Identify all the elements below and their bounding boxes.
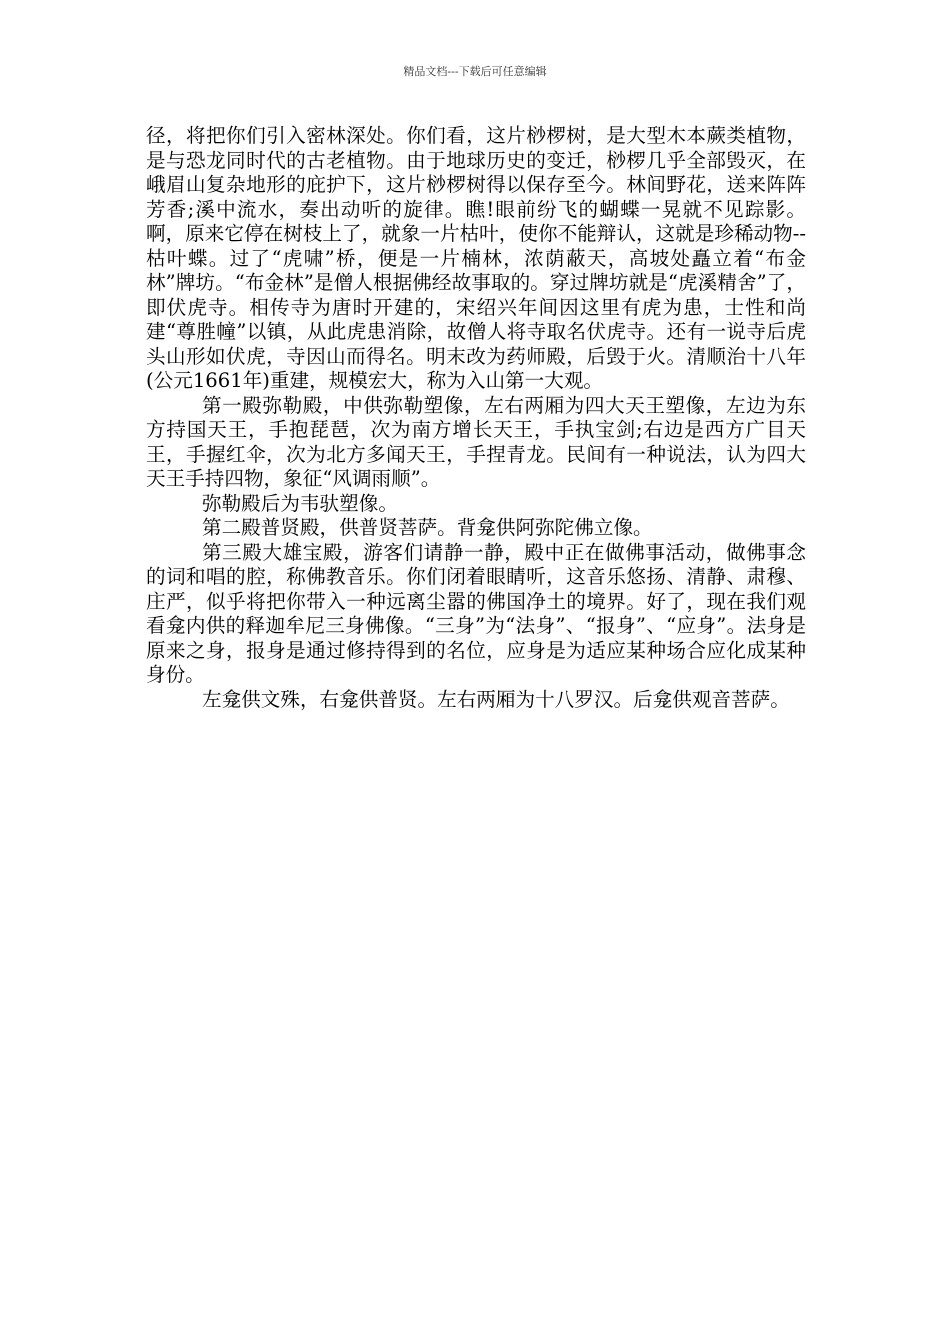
paragraph: 第二殿普贤殿，供普贤菩萨。背龛供阿弥陀佛立像。 xyxy=(202,516,653,539)
document-body xyxy=(146,124,806,712)
paragraph: 第一殿弥勒殿，中供弥勒塑像，左右两厢为四大天王塑像，左边为东方持国天王，手抱琵琶，次为南方增长天王，手执宝剑;右边是西方广目天王，手握红伞，次为北方多闻天王，手捏青龙。民间有一种说法，认为四大天王手持四物，象征“风调雨顺”。 xyxy=(146,393,806,490)
page-header: 精品文档---下载后可任意编辑 xyxy=(403,65,547,78)
paragraph: 弥勒殿后为韦驮塑像。 xyxy=(202,491,398,515)
paragraph: 左龛供文殊，右龛供普贤。左右两厢为十八罗汉。后龛供观音菩萨。 xyxy=(202,687,790,711)
paragraph: 第三殿大雄宝殿，游客们请静一静，殿中正在做佛事活动，做佛事念的词和唱的腔，称佛教音乐。你们闭着眼睛听，这音乐悠扬、清静、肃穆、庄严，似乎将把你带入一种远离尘嚣的佛国净土的境界。好了，现在我们观看龛内供的释迦牟尼三身佛像。“三身”为“法身”、“报身”、“应身”。法身是原来之身，报身是通过修持得到的名位，应身是为适应某种场合应化成某种身份。 xyxy=(146,540,806,686)
paragraph: 径，将把你们引入密林深处。你们看，这片桫椤树，是大型木本蕨类植物，是与恐龙同时代的古老植物。由于地球历史的变迁，桫椤几乎全部毁灭，在峨眉山复杂地形的庇护下，这片桫椤树得以保存至今。林间野花，送来阵阵芳香;溪中流水，奏出动听的旋律。瞧!眼前纷飞的蝴蝶一晃就不见踪影。啊，原来它停在树枝上了，就象一片枯叶，使你不能辩认，这就是珍稀动物--枯叶蝶。过了“虎啸”桥，便是一片楠林，浓荫蔽天，高坡处矗立着“布金林”牌坊。“布金林”是僧人根据佛经故事取的。穿过牌坊就是“虎溪精舍”了，即伏虎寺。相传寺为唐时开建的，宋绍兴年间因这里有虎为患，士性和尚建“尊胜幢”以镇，从此虎患消除，故僧人将寺取名伏虎寺。还有一说寺后虎头山形如伏虎，寺因山而得名。明末改为药师殿，后毁于火。清顺治十八年(公元1661年)重建，规模宏大，称为入山第一大观。 xyxy=(146,124,806,392)
